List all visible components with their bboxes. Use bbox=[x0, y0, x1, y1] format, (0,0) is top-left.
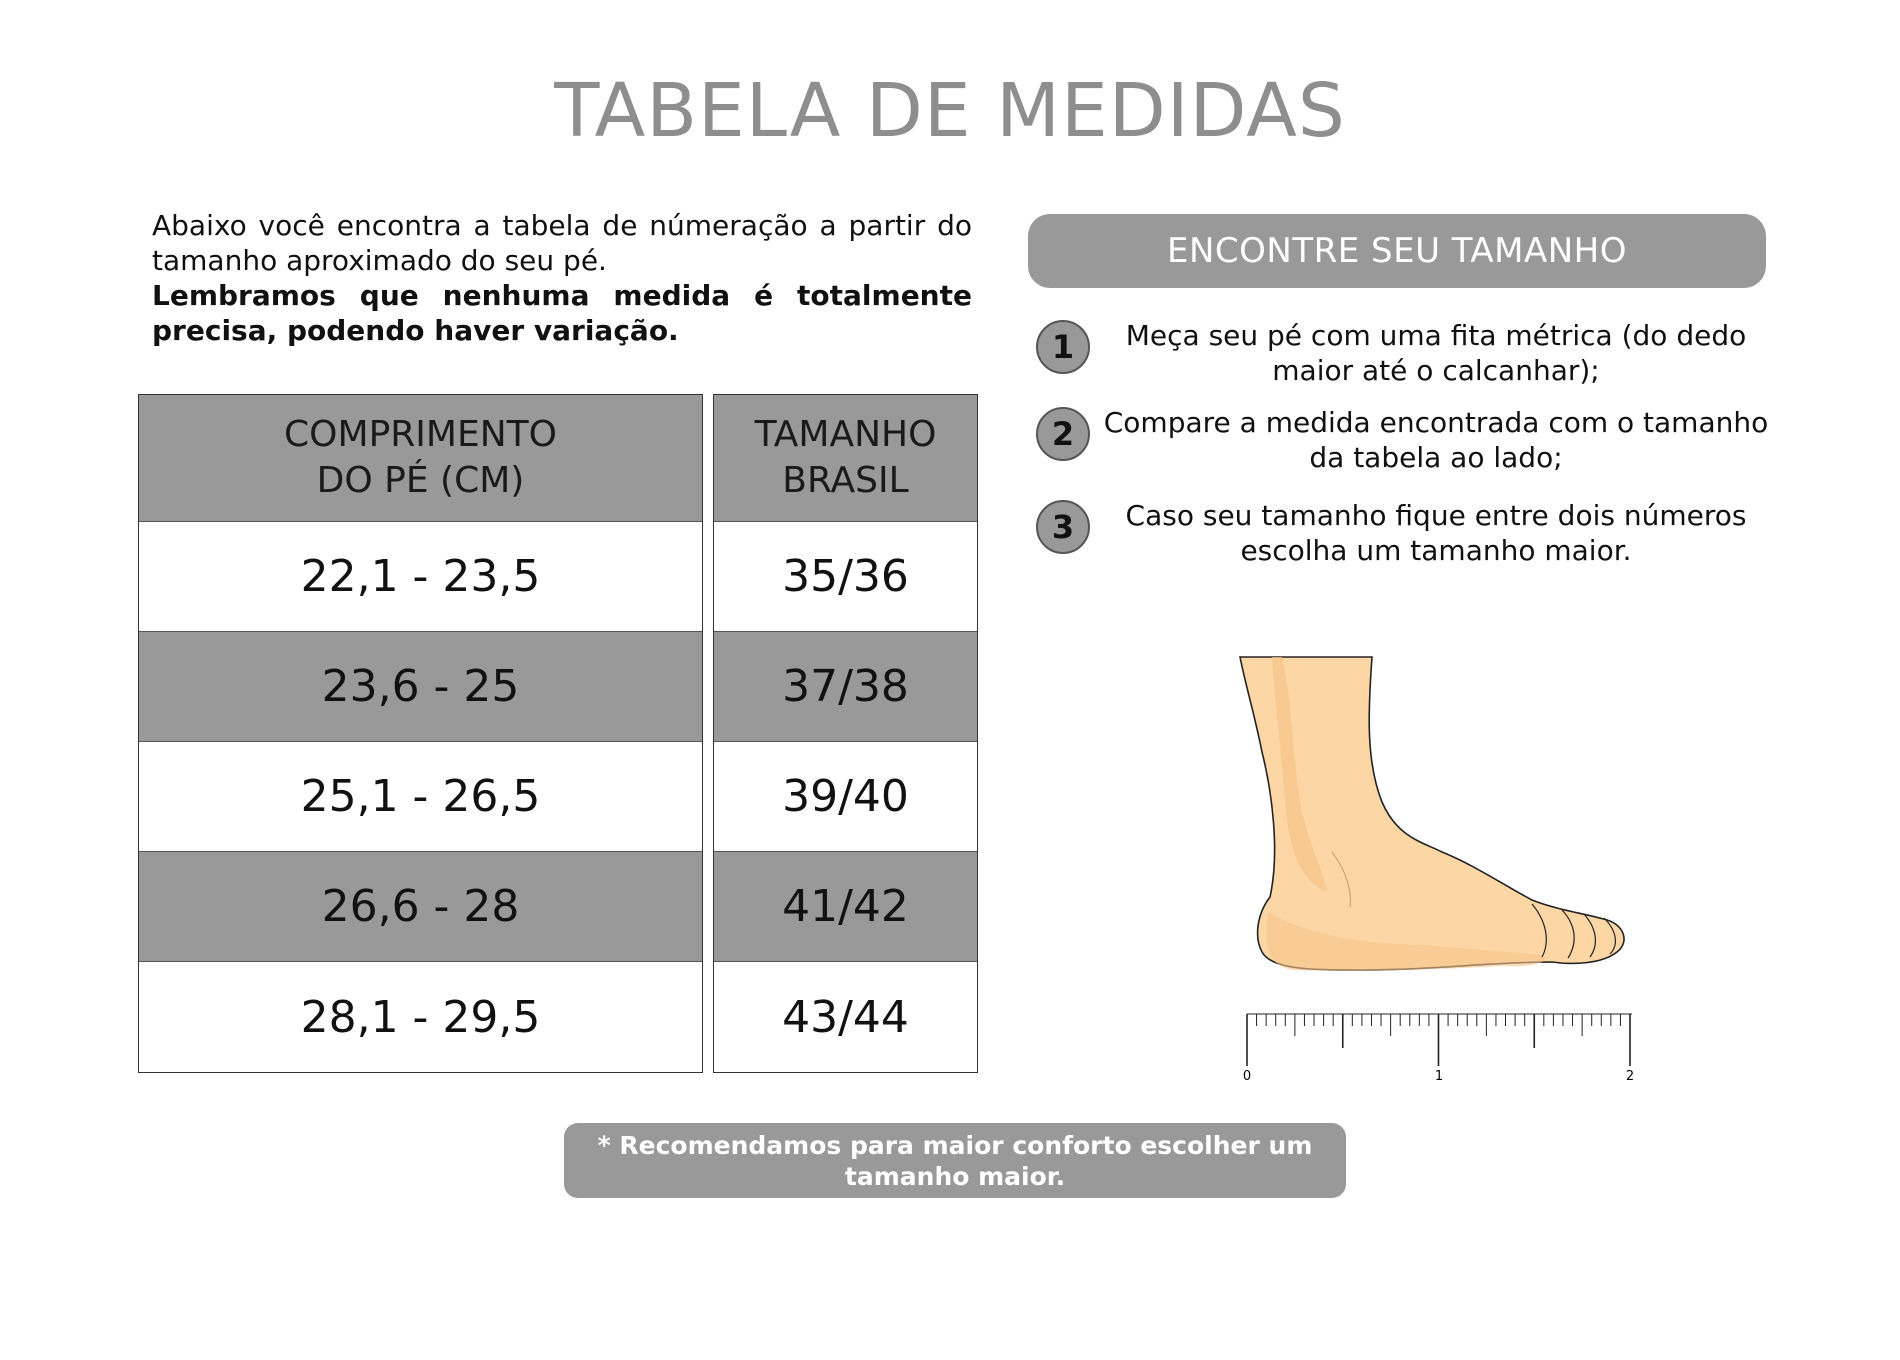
table-row: 26,6 - 28 bbox=[139, 852, 702, 962]
table-row: 25,1 - 26,5 bbox=[139, 742, 702, 852]
ruler-label: 0 bbox=[1242, 1069, 1252, 1082]
table-row: 37/38 bbox=[714, 632, 977, 742]
table-row: 41/42 bbox=[714, 852, 977, 962]
step-number-badge: 2 bbox=[1036, 407, 1090, 461]
intro-text bbox=[152, 208, 972, 348]
foot-icon bbox=[1240, 657, 1624, 971]
table-row: 23,6 - 25 bbox=[139, 632, 702, 742]
size-header-line1: TAMANHO bbox=[754, 414, 937, 455]
length-header-line1: COMPRIMENTO bbox=[284, 414, 557, 455]
table-row: 35/36 bbox=[714, 522, 977, 632]
step-3 bbox=[1036, 498, 1776, 568]
find-size-banner: ENCONTRE SEU TAMANHO bbox=[1028, 214, 1766, 288]
step-1 bbox=[1036, 318, 1776, 388]
size-header-line2: BRASIL bbox=[782, 460, 909, 501]
step-2 bbox=[1036, 405, 1776, 475]
brazil-size-table bbox=[713, 394, 978, 1073]
intro-bold-notice: Lembramos que nenhuma medida é totalmente precisa, podendo haver variação. bbox=[152, 279, 972, 347]
comfort-note: * Recomendamos para maior conforto escolher um tamanho maior. bbox=[564, 1123, 1346, 1198]
step-text: Caso seu tamanho fique entre dois números escolha um tamanho maior. bbox=[1125, 499, 1747, 567]
table-row: 43/44 bbox=[714, 962, 977, 1072]
length-header bbox=[139, 395, 702, 522]
size-header bbox=[714, 395, 977, 522]
step-text: Meça seu pé com uma fita métrica (do dedo maior até o calcanhar); bbox=[1125, 319, 1747, 387]
page-title: TABELA DE MEDIDAS bbox=[554, 68, 1346, 154]
ruler-ticks bbox=[1247, 1014, 1630, 1066]
ruler-label: 1 bbox=[1434, 1069, 1444, 1082]
table-row: 39/40 bbox=[714, 742, 977, 852]
foot-length-table bbox=[138, 394, 703, 1073]
table-row: 22,1 - 23,5 bbox=[139, 522, 702, 632]
foot-with-ruler-illustration bbox=[1232, 652, 1642, 1082]
intro-paragraph: Abaixo você encontra a tabela de númeração a partir do tamanho aproximado do seu pé. bbox=[152, 209, 972, 277]
step-number-badge: 1 bbox=[1036, 320, 1090, 374]
ruler-label: 2 bbox=[1625, 1069, 1635, 1082]
step-number-badge: 3 bbox=[1036, 500, 1090, 554]
table-row: 28,1 - 29,5 bbox=[139, 962, 702, 1072]
step-text: Compare a medida encontrada com o tamanho da tabela ao lado; bbox=[1103, 406, 1769, 474]
length-header-line2: DO PÉ (CM) bbox=[316, 460, 525, 501]
